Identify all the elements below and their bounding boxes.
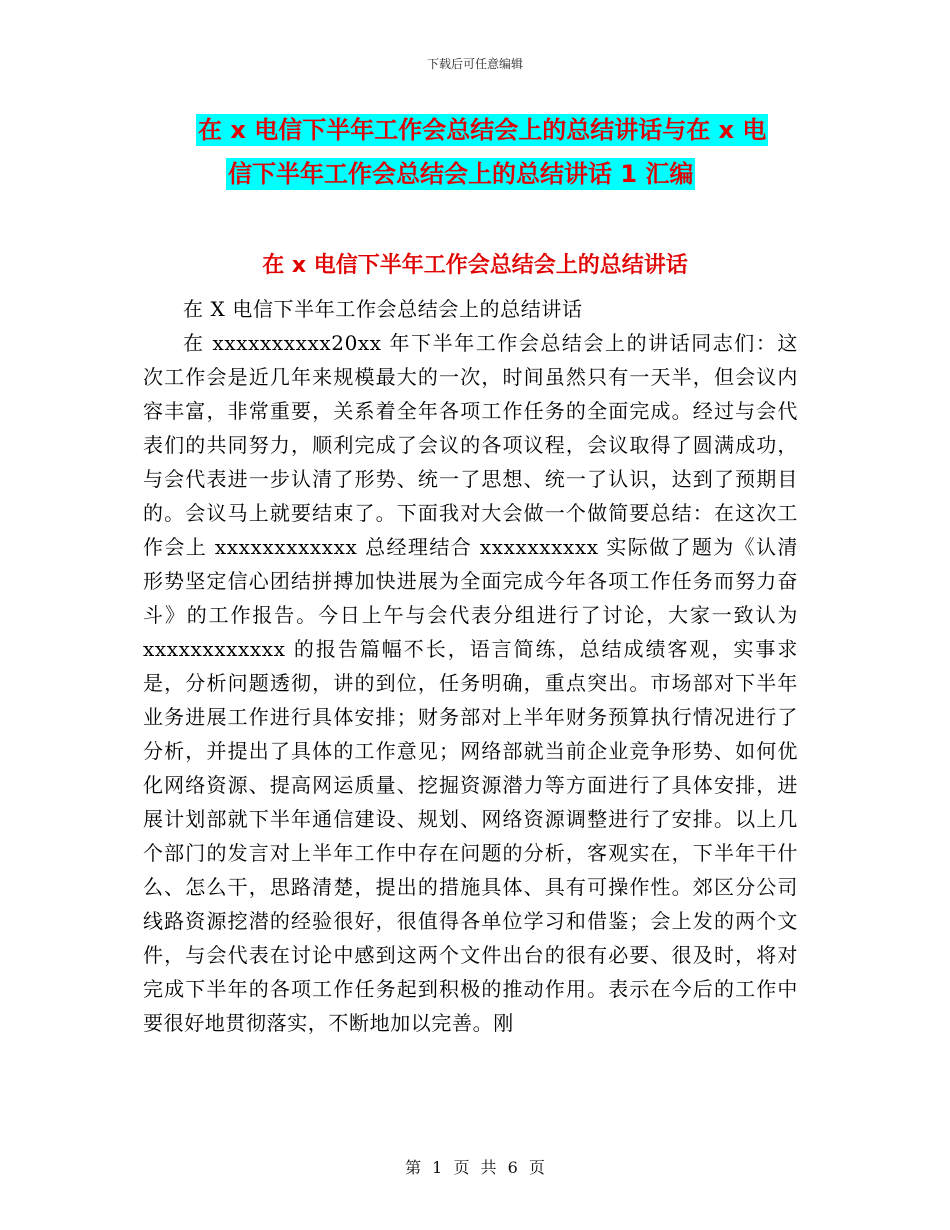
header-note: 下载后可任意编辑 (426, 57, 523, 71)
section-title: 在 x 电信下半年工作会总结会上的总结讲话 (262, 253, 688, 278)
title-line-1: 在 x 电信下半年工作会总结会上的总结讲话与在 x 电 (198, 116, 767, 144)
title-line-2: 信下半年工作会总结会上的总结讲话 1 汇编 (228, 160, 694, 188)
paragraph-subtitle: 在 X 电信下半年工作会总结会上的总结讲话 (183, 297, 583, 321)
document-body (143, 292, 798, 1040)
document-title (196, 108, 816, 196)
page-footer: 第 1 页 共 6 页 (405, 1158, 545, 1177)
paragraph-main: 在 xxxxxxxxxx20xx 年下半年工作会总结会上的讲话同志们：这次工作会是近几年来规模最大的一次，时间虽然只有一天半，但会议内容丰富，非常重要，关系着全年各项工作任务的全面完成。经过与会代表们的共同努力，顺利完成了会议的各项议程，会议取得了圆满成功，与会代表进一步认清了形势、统一了思想、统一了认识，达到了预期目的。会议马上就要结束了。下面我对大会做一个做简要总结：在这次工作会上 xxxxxxxxxxxx 总经理结合 xxxxxxxxxx 实际做了题为《认清形势坚定信心团结拼搏加快进展为全面完成今年各项工作任务而努力奋斗》的工作报告。今日上午与会代表分组进行了讨论，大家一致认为 xxxxxxxxxxxx 的报告篇幅不长，语言简练，总结成绩客观，实事求是，分析问题透彻，讲的到位，任务明确，重点突出。市场部对下半年业务进展工作进行具体安排；财务部对上半年财务预算执行情况进行了分析，并提出了具体的工作意见；网络部就当前企业竞争形势、如何优化网络资源、提高网运质量、挖掘资源潜力等方面进行了具体安排，进展计划部就下半年通信建设、规划、网络资源调整进行了安排。以上几个部门的发言对上半年工作中存在问题的分析，客观实在，下半年干什么、怎么干，思路清楚，提出的措施具体、具有可操作性。郊区分公司线路资源挖潜的经验很好，很值得各单位学习和借鉴；会上发的两个文件，与会代表在讨论中感到这两个文件出台的很有必要、很及时，将对完成下半年的各项工作任务起到积极的推动作用。表示在今后的工作中要很好地贯彻落实，不断地加以完善。刚 (143, 331, 798, 1035)
